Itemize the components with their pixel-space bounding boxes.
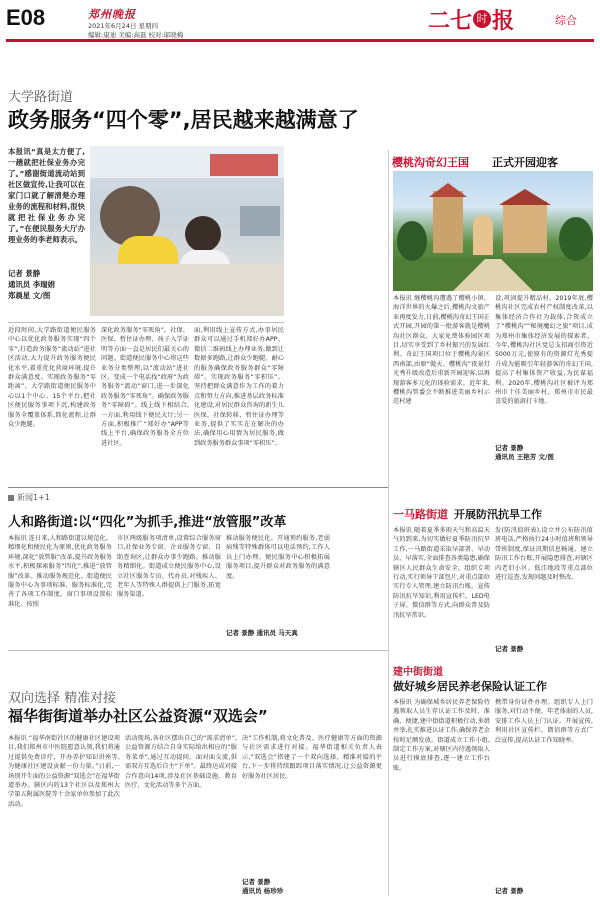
article2-byline <box>495 444 554 462</box>
article4-col2: 发(防汛值班表),设立并公布防汛值班电话,严格执行24小时值班和领导带班制度,保证汛期信息畅通。建立防汛工作台账,开展隐患排查,对辖区内老旧小区、低洼地段等重点部位进行巡查,发现问题及时整改。 <box>495 527 593 582</box>
masthead-date: 2021年6月24日 星期四 <box>88 22 159 30</box>
article5-kicker: 建中街街道 <box>393 667 443 678</box>
article3-col1: 本报讯 连日来,人和路街道以规范化、精细化和便民化为原则,优化政务服务环境,深化“放管服”改革,提升政务服务水平,积极探索服务“四化”,推进“放管服”改革。推动服务规范化。街道便民服务中心为事项标准、服务标准化,完善了各项工作制度。窗口事项设置标准化。按照 <box>8 535 112 608</box>
masthead-editors: 编辑:康迪 美编:高磊 校对:邬晓梅 <box>88 31 184 39</box>
article1-col2: 深化政务服务“零死角”。社保、医保、暂住证办理、孩子入学证明等方面一直是居民们最关心的问题。街道便民服务中心将这些业务分类整理,以“流动站”进社区、变成一个电话找“政府”为政务服务“流动”窗口,进一步深化政务服务“零死角”。确保政务服务“零障碍”。线上线下相结合,一方面,利用线下便民大厅;另一方面,积极推广“郑好办”APP等线上平台,确保政务服务全方位进社区。 <box>101 327 189 447</box>
article1-byline-3: 郑晨星 文/图 <box>8 291 51 300</box>
column-separator <box>388 150 389 896</box>
article4-title <box>393 506 542 522</box>
article1-byline-2: 通讯员 李瑞娟 <box>8 280 55 289</box>
news-bar-square-icon <box>8 495 14 501</box>
news-bar-rule <box>8 487 388 488</box>
article2-byline-2: 通讯员 王艳芳 文/图 <box>495 453 554 461</box>
article2-headline: 正式开园迎客 <box>492 156 558 169</box>
article5-byline: 记者 景静 <box>495 887 524 895</box>
page-number: E08 <box>6 5 46 30</box>
article1-col1: 近段时间,大学路街道便民服务中心以优化政务服务实现“四个零”,打造政务服务“流动站”进社区活动,大力提升政务服务便民化水平,着重优化营商环境,提升群众满意度。实现政务服务“零距离”。大学路街道便民服务中心以1个中心、15个平台,把社区便民服务事项下沉,构建政务服务全覆盖体系,简化流程,让群众少跑腿。 <box>8 327 96 429</box>
article1-byline-1: 记者 景静 <box>8 269 41 278</box>
news-bar-label: 新闻1+1 <box>17 493 50 502</box>
article1-lead-text: “真是太方便了,一趟就把社保业务办完了。”感谢街道流动站到社区做宣传,让我可以在家门口就了解清楚办理业务的流程和材料,很快就把社保业务办完了。”在便民服务大厅办理业务的李老师表示。 <box>8 147 85 244</box>
article5-headline: 做好城乡居民养老保险认证工作 <box>393 680 547 693</box>
article6-col1: 本报讯 “福华南街社区的健康社区建设项目,我们郑州市中医院愿意认领,我们将通过提供免费诊疗、开办养护知识讲座等,为健康社区建设贡献一份力量。”日前,一场别开生面的公益资源“双选会”在福华街道举办。辖区内的13个社区以及郑州大学第五附属医院等十余家单位参加了此次活动。 <box>8 735 120 808</box>
article2-col1: 本报讯 继樱桃沟遭遇了樱桃小镇、海洋世界的火爆之后,樱桃沟文旅产业再度发力,日前,樱桃沟奇幻王国正式开园,开园的第一批游客就是樱桃沟社区群众。大家免费体验园区项目,切实享受到了乡村振兴的发展红利。奇幻王国项目位于樱桃沟景区西南部,由原“傲天、樱桃沟”夜景灯光秀升级改造后重新开园迎客,以再现游客多元化的体验需求。近年来,樱桃沟管委会不断推进美丽乡村示范村建 <box>393 295 490 406</box>
masthead <box>0 0 600 40</box>
article6-col2: 活动现场,各社区摆出自己的“需求清单”,公益资源方结合自身实际给出相应的“服务菜单”,通过互动提问、面对面交流,供需双方互选后自主“下单”。最终达成对接合作意向14项,涉及社区基础设施、教育医疗、文化活动等多个方面。 <box>125 735 237 790</box>
masthead-rule <box>6 39 594 42</box>
article6-byline <box>242 878 283 896</box>
article6-headline: 福华街街道举办社区公益资源“双选会” <box>8 707 268 725</box>
article1-photo <box>90 146 284 316</box>
article4-byline: 记者 景静 <box>495 645 524 653</box>
section-label: 综合 <box>555 14 577 27</box>
article1-lead-tag: 本报讯 <box>8 147 32 156</box>
paper-name-badge: 时 <box>473 10 491 28</box>
article6-col3: 决”工作机制,将文化普及、医疗健康等方面的资源与社区需求进行对接。福华街道相关负责人表示,“双选会”搭建了一个双向选择、精准对接的平台,下一步将持续跟踪项目落实情况,让公益资源更好服务社区居民。 <box>242 735 382 780</box>
article6-top-rule <box>8 650 388 651</box>
article1-kicker: 大学路街道 <box>8 90 74 105</box>
article5-col1: 本报讯 为确保城乡居民养老保险待遇领取人员生存认证工作及时、准确、便捷,建中街街道积极行动,多措并举,扎实推进认证工作,确保养老金按时足额发放。街道成立工作小组,制定工作方案,对辖区内待遇领取人员进行摸底排查,逐一建立工作台账。 <box>393 699 490 772</box>
article2-byline-1: 记者 景静 <box>495 444 524 452</box>
article6-byline-2: 通讯员 杨珍珍 <box>242 887 284 895</box>
article3-col2: 市区两级服务项清单,设置综合服务窗口,社保业务专窗、企业服务专窗、自助查询区,让群众办事少跑路。推动服务精细化。街道成立便民服务中心,设立社区服务专员、代办员,对残疾人、老年人等特殊人群提供上门服务,拓宽服务渠道。 <box>117 535 221 599</box>
paper-name-tail: 报 <box>492 8 515 34</box>
article3-byline: 记者 景静 通讯员 马天真 <box>226 629 298 637</box>
article2-photo <box>393 171 593 291</box>
article4-headline: 开展防汛抗旱工作 <box>454 508 542 521</box>
news-bar <box>8 492 50 503</box>
article6-kicker: 双向选择 精准对接 <box>8 691 117 706</box>
masthead-logo: 郑州晚报 <box>88 8 136 21</box>
article4-kicker: 一马路街道 <box>393 508 448 521</box>
article1-headline: 政务服务“四个零”,居民越来越满意了 <box>8 108 359 132</box>
masthead-paper-name <box>428 6 514 32</box>
article6-byline-1: 记者 景静 <box>242 878 271 886</box>
article2-col2: 设,巩固提升精品村。2019年底,樱桃沟社区完成农村产权制度改革,以集体经济合作社为载体,合资成立了“樱桃沟”“秘境魔幻之旅”项目,成为郑州市集体经济发展的探索者。今年,樱桃沟社区党总支招商引资近5000万元,使原有的资源灯光秀提升成为能吸引年轻游客的奇幻王国,提高了村集体资产收益,为民谋福利。2020年,樱桃沟社区被评为郑州市十佳美丽乡村、郑州市市民最喜爱的旅游打卡地。 <box>495 295 593 406</box>
paper-name-red: 二七 <box>428 8 473 34</box>
article4-col1: 本报讯 随着夏季多雨天气和高温天气的到来,为切实做好夏季防汛抗旱工作,一马路街道采取早部署、早动员、早落实,全面排查各类隐患,确保辖区人民群众生命安全。组织专项行动,实行领导干部包片,对重点部位实行专人管理,建立防汛台账。宣传防汛抗旱知识,利用宣传栏、LED电子屏、微信群等方式,向群众普及防汛抗旱常识。 <box>393 527 490 619</box>
article1-byline <box>8 268 86 301</box>
article3-col3: 推动服务便民化。开通预约服务,老弱病残等特殊群体可以电话预约,工作人员上门办理。便民服务中心积极拓展服务项目,提升群众对政务服务的满意度。 <box>226 535 330 580</box>
article1-col3: 面,利用线上宣传方式,办事居民群众可以通过手机郑好办APP、微信二维码线上办理业务,做到让数据多跑路,让群众少跑腿。耐心的服务确保政务服务群众“零障碍”。实现政务服务“零积压”。坚持把群众满意作为工作的着力点和努力方向,推进基层政务标准化建设,对居民群众咨询的新生儿医保、社保转移、暂住证办理等业务,提供了实实在在解决的办法,确保用心用情为居民服务,做到政务服务群众事项“零积压”。 <box>194 327 284 447</box>
article2-kicker: 樱桃沟奇幻王国 <box>392 156 469 169</box>
article5-col2: 携带身份证件办理。组织专人上门服务,对行动不便、年老体弱的人员,安排工作人员上门认证。开展宣传,利用社区宣传栏、微信群等方式广泛宣传,提高认证工作知晓率。 <box>495 699 593 744</box>
article1-divider <box>8 322 284 323</box>
article3-headline: 人和路街道:以“四化”为抓手,推进“放管服”改革 <box>8 515 287 530</box>
